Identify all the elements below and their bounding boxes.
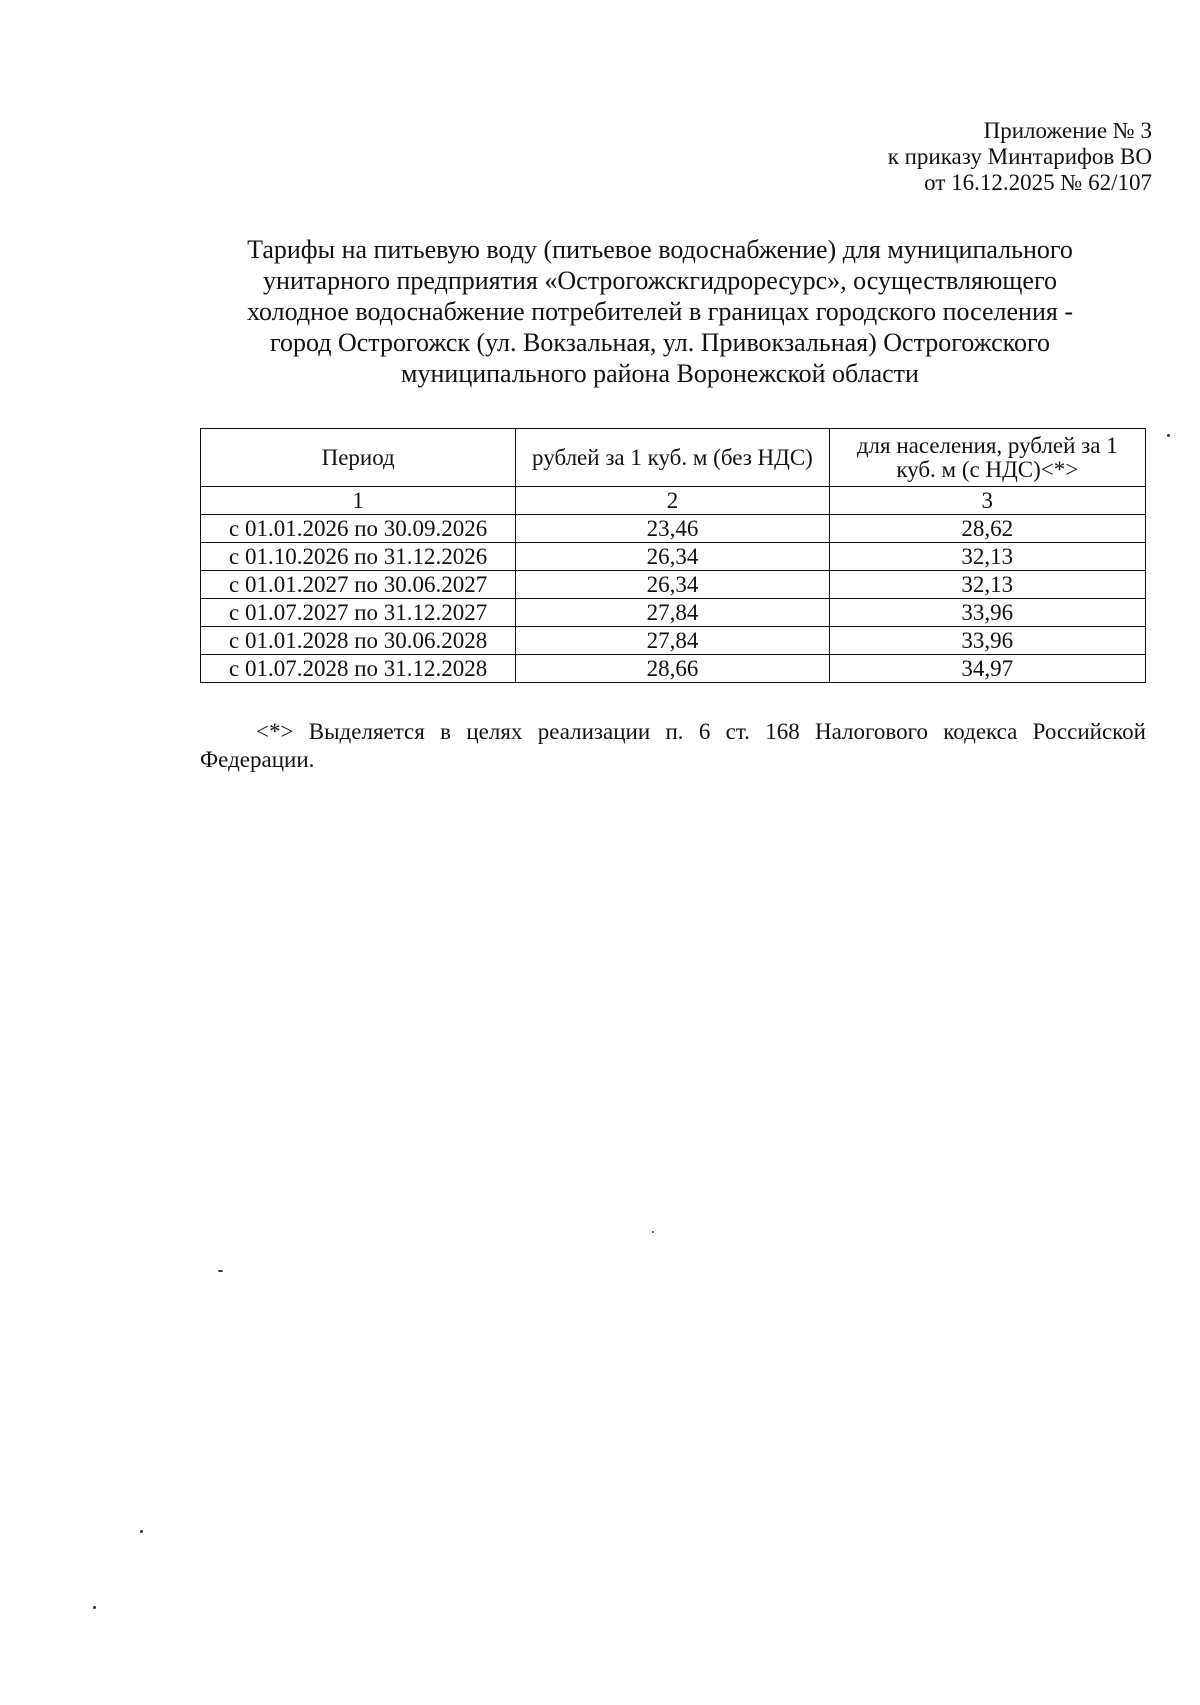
footnote-text: <*> Выделяется в целях реализации п. 6 ст. 168 Налогового кодекса Российской Федерации. [200, 719, 1146, 772]
annex-order: к приказу Минтарифов ВО [887, 144, 1152, 169]
annex-date: от 16.12.2025 № 62/107 [924, 170, 1152, 195]
tariff-table [200, 428, 1146, 683]
price-excl-vat-cell: 26,34 [516, 571, 829, 599]
title-line: холодное водоснабжение потребителей в границах городского поселения - [246, 297, 1074, 326]
header-price-incl-vat: для населения, рублей за 1 куб. м (с НДС)<*> [829, 429, 1145, 487]
price-excl-vat-cell: 27,84 [516, 599, 829, 627]
scan-speck [1167, 434, 1170, 437]
table-row [201, 571, 1146, 599]
price-incl-vat-cell: 28,62 [829, 515, 1145, 543]
scan-speck [652, 1231, 654, 1233]
period-cell: с 01.01.2027 по 30.06.2027 [201, 571, 516, 599]
scan-speck [218, 1270, 223, 1272]
title-line: город Острогожск (ул. Вокзальная, ул. Привокзальная) Острогожского [269, 328, 1050, 357]
price-incl-vat-cell: 32,13 [829, 571, 1145, 599]
price-excl-vat-cell: 27,84 [516, 627, 829, 655]
period-cell: с 01.10.2026 по 31.12.2026 [201, 543, 516, 571]
price-excl-vat-cell: 26,34 [516, 543, 829, 571]
period-cell: с 01.01.2026 по 30.09.2026 [201, 515, 516, 543]
price-incl-vat-cell: 33,96 [829, 599, 1145, 627]
period-cell: с 01.07.2028 по 31.12.2028 [201, 655, 516, 683]
period-cell: с 01.07.2027 по 31.12.2027 [201, 599, 516, 627]
scan-speck [140, 1530, 143, 1533]
title-line: муниципального района Воронежской области [401, 359, 919, 388]
header-period: Период [201, 429, 516, 487]
title-line: унитарного предприятия «Острогожскгидроресурс», осуществляющего [263, 266, 1057, 295]
price-incl-vat-cell: 32,13 [829, 543, 1145, 571]
table-row [201, 515, 1146, 543]
annex-reference [888, 118, 1152, 196]
scan-speck [93, 1606, 96, 1609]
price-excl-vat-cell: 28,66 [516, 655, 829, 683]
table-row [201, 543, 1146, 571]
price-incl-vat-cell: 33,96 [829, 627, 1145, 655]
column-number: 3 [829, 487, 1145, 515]
table-row [201, 655, 1146, 683]
table-row [201, 599, 1146, 627]
document-title [200, 234, 1120, 389]
column-number: 2 [516, 487, 829, 515]
column-number-row [201, 487, 1146, 515]
title-line: Тарифы на питьевую воду (питьевое водоснабжение) для муниципального [247, 235, 1073, 264]
header-price-excl-vat: рублей за 1 куб. м (без НДС) [516, 429, 829, 487]
price-incl-vat-cell: 34,97 [829, 655, 1145, 683]
table-row [201, 627, 1146, 655]
column-number: 1 [201, 487, 516, 515]
period-cell: с 01.01.2028 по 30.06.2028 [201, 627, 516, 655]
table-header-row [201, 429, 1146, 487]
vat-footnote [200, 718, 1146, 774]
price-excl-vat-cell: 23,46 [516, 515, 829, 543]
annex-number: Приложение № 3 [983, 118, 1152, 143]
